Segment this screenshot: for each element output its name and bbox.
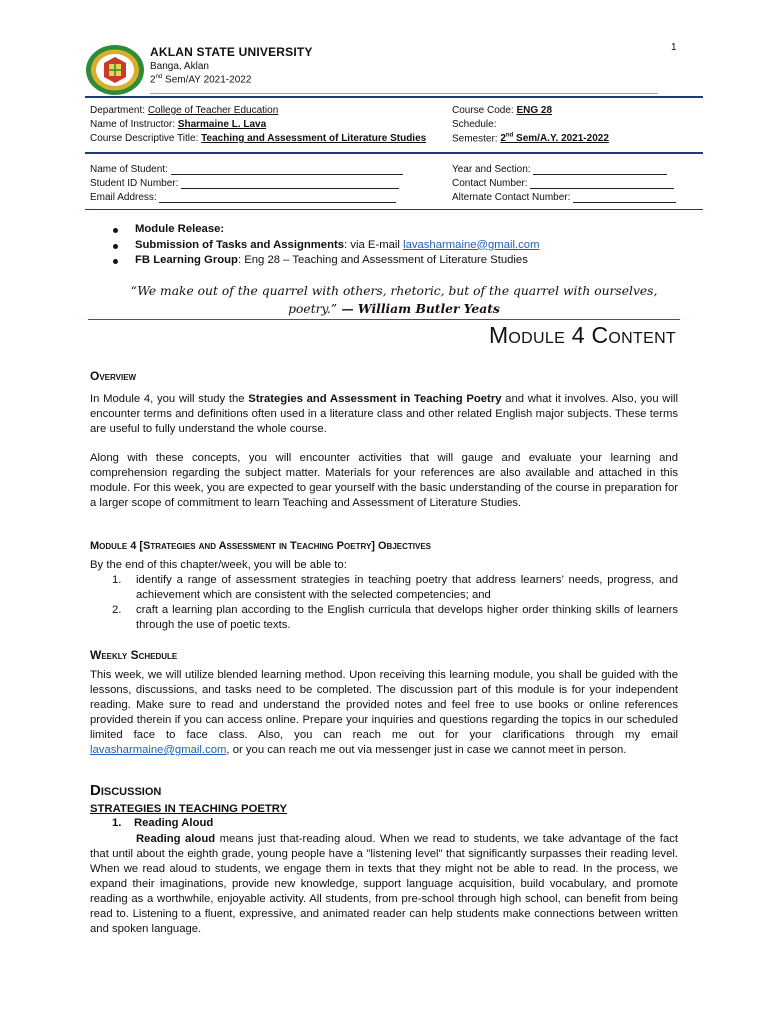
overview-heading: Overview [90, 369, 137, 383]
department-row: Department: College of Teacher Education [90, 105, 279, 116]
strategies-subheading: STRATEGIES IN TEACHING POETRY [90, 803, 288, 815]
email-blank[interactable] [159, 192, 396, 203]
list-item: 1. identify a range of assessment strategies in teaching poetry that address learners’ needs, progress, and achievement which are consistent with the selected competencies; and [112, 574, 678, 601]
reading-aloud-paragraph: Reading aloud means just that-reading aloud. When we read to students, we take advantage of the fact that until about the eighth grade, young people have a "listening level" that significantly surpasses their reading level. When we read aloud to students, we engage them in texts that they might not be able to read. In the process, we expand their imaginations, provide new knowledge, support language acquisition, build vocabulary, and promote reading as a worthwhile, enjoyable activity. All students, from pre-school through high school, can benefit from being read to. Listening to a fluent, expressive, and animated reader can help students make connections between written and spoken language. [90, 833, 679, 935]
schedule-heading: Weekly Schedule [90, 648, 178, 662]
course-code-row: Course Code: ENG 28 [452, 105, 553, 116]
university-seal-logo [85, 44, 145, 96]
list-item: Submission of Tasks and Assignments: via E-mail lavasharmaine@gmail.com [113, 238, 539, 254]
page-title: Module 4 Content [488, 322, 676, 348]
objectives-list [90, 573, 678, 633]
header-gold-rule [150, 93, 658, 94]
list-item: 2. craft a learning plan according to the English curricula that develops higher order thinking skills of learners through the use of poetic texts. [112, 604, 678, 631]
course-info-rule [85, 152, 703, 154]
email-link[interactable]: lavasharmaine@gmail.com [90, 744, 227, 756]
list-item: Module Release: [113, 222, 539, 238]
student-name-row: Name of Student: [90, 164, 403, 175]
reading-aloud-heading: 1. Reading Aloud [112, 817, 214, 829]
header-blue-rule [85, 96, 703, 98]
module-info-list [113, 222, 539, 269]
student-name-blank[interactable] [171, 164, 403, 175]
year-section-blank[interactable] [533, 164, 667, 175]
alt-contact-row: Alternate Contact Number: [452, 192, 676, 203]
quote-rule [88, 319, 680, 320]
objectives-intro: By the end of this chapter/week, you will be able to: [90, 559, 347, 571]
bullet-icon [113, 244, 118, 249]
course-title-row: Course Descriptive Title: Teaching and Assessment of Literature Studies [90, 133, 427, 144]
epigraph-quote: “We make out of the quarrel with others, rhetoric, but of the quarrel with ourselves, poetry.” — William Butler Yeats [130, 284, 658, 316]
email-row: Email Address: [90, 192, 396, 203]
list-item: FB Learning Group: Eng 28 – Teaching and Assessment of Literature Studies [113, 253, 539, 269]
discussion-heading: Discussion [90, 782, 162, 799]
student-id-row: Student ID Number: [90, 178, 399, 189]
overview-paragraph-2: Along with these concepts, you will encounter activities that will gauge and evaluate your learning and comprehension regarding the subject matter. Materials for your references are also available and attached in this module. For this week, you are expected to gear yourself with the basic understanding of the course in preparation for a larger scope of commitment to learn Teaching and Assessment of Literature Studies. [90, 452, 678, 509]
contact-blank[interactable] [530, 178, 674, 189]
student-info-rule [85, 209, 703, 210]
instructor-row: Name of Instructor: Sharmaine L. Lava [90, 119, 267, 130]
university-name: AKLAN STATE UNIVERSITY [150, 45, 313, 59]
schedule-paragraph: This week, we will utilize blended learning method. Upon receiving this learning module, you shall be guided with the lessons, discussions, and tasks need to be completed. The discussion part of this module is for your independent reading. Make sure to read and understand the provided notes and feel free to use books or online references provided therein if you can access online. Prepare your inquiries and questions regarding the topics in our scheduled limited face to face class. Also, you can reach me out for your clarifications through my email lavasharmaine@gmail.com, or you can reach me out via messenger just in case we cannot meet in person. [90, 669, 678, 756]
bullet-icon [113, 228, 118, 233]
objectives-heading: Module 4 [Strategies and Assessment in Teaching Poetry] Objectives [90, 540, 432, 552]
semester-row: Semester: 2nd Sem/A.Y. 2021-2022 [452, 133, 609, 145]
contact-row: Contact Number: [452, 178, 674, 189]
schedule-row: Schedule: [452, 119, 497, 130]
bullet-icon [113, 259, 118, 264]
university-location: Banga, Aklan [150, 61, 209, 72]
semester-header: 2nd Sem/AY 2021-2022 [150, 74, 252, 86]
year-section-row: Year and Section: [452, 164, 667, 175]
page-number: 1 [671, 42, 677, 53]
quote-author: — William Butler Yeats [337, 301, 500, 316]
alt-contact-blank[interactable] [573, 192, 676, 203]
student-id-blank[interactable] [181, 178, 399, 189]
overview-paragraph-1: In Module 4, you will study the Strategies and Assessment in Teaching Poetry and what it involves. Also, you will encounter terms and definitions often used in a literature class and other related English major subjects. These terms are useful to fully understand the whole course. [90, 393, 678, 435]
email-link[interactable]: lavasharmaine@gmail.com [403, 238, 540, 251]
